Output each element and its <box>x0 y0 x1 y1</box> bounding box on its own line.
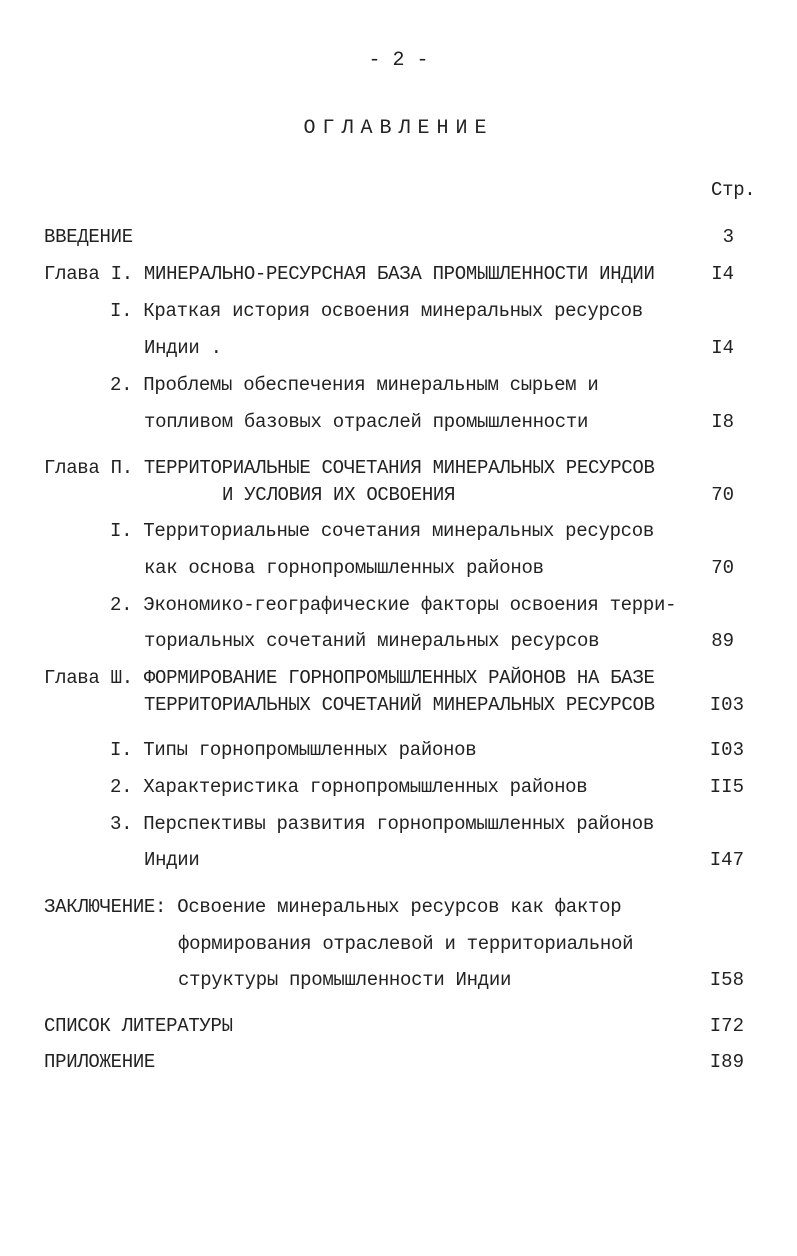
toc-page-bibliography: I72 <box>709 1015 744 1037</box>
toc-page-section-2-2: 89 <box>711 630 734 652</box>
toc-entry-chapter-2-cont: И УСЛОВИЯ ИХ ОСВОЕНИЯ <box>222 484 456 506</box>
toc-page-section-1-2: I8 <box>711 411 734 433</box>
toc-page-section-3-1: I03 <box>709 739 744 761</box>
toc-entry-conclusion-cont-2: структуры промышленности Индии <box>178 969 512 991</box>
page-number: - 2 - <box>368 49 429 72</box>
toc-entry-chapter-3-cont: ТЕРРИТОРИАЛЬНЫХ СОЧЕТАНИЙ МИНЕРАЛЬНЫХ РЕСУРСОВ <box>144 694 655 716</box>
toc-entry-introduction: ВВЕДЕНИЕ <box>44 226 133 248</box>
toc-page-chapter-3: I03 <box>709 694 744 716</box>
toc-entry-section-1-1-cont: Индии . <box>144 337 222 359</box>
toc-page-section-2-1: 70 <box>711 557 734 579</box>
toc-entry-section-2-2: 2. Экономико-географические факторы освоения терри- <box>110 594 677 616</box>
toc-entry-appendix: ПРИЛОЖЕНИЕ <box>44 1051 156 1073</box>
toc-entry-section-1-2-cont: топливом базовых отраслей промышленности <box>144 411 589 433</box>
toc-page-appendix: I89 <box>709 1051 744 1073</box>
toc-entry-section-2-1-cont: как основа горнопромышленных районов <box>144 557 544 579</box>
toc-entry-section-2-1: I. Территориальные сочетания минеральных ресурсов <box>110 520 654 542</box>
toc-entry-section-2-2-cont: ториальных сочетаний минеральных ресурсов <box>144 630 600 652</box>
toc-entry-section-1-1: I. Краткая история освоения минеральных ресурсов <box>110 300 643 322</box>
toc-entry-section-3-1: I. Типы горнопромышленных районов <box>110 739 477 761</box>
toc-entry-bibliography: СПИСОК ЛИТЕРАТУРЫ <box>44 1015 233 1037</box>
toc-page-section-3-3: I47 <box>709 849 744 871</box>
toc-page-chapter-1: I4 <box>711 263 734 285</box>
toc-entry-section-3-2: 2. Характеристика горнопромышленных районов <box>110 776 588 798</box>
toc-entry-conclusion: ЗАКЛЮЧЕНИЕ: Освоение минеральных ресурсов как фактор <box>44 896 622 918</box>
toc-entry-section-3-3: 3. Перспективы развития горнопромышленных районов <box>110 813 654 835</box>
toc-title: ОГЛАВЛЕНИЕ <box>303 117 494 140</box>
page-column-header: Стр. <box>711 179 756 201</box>
toc-page-section-3-2: II5 <box>709 776 744 798</box>
toc-page-introduction: 3 <box>722 226 734 248</box>
toc-entry-section-3-3-cont: Индии <box>144 849 200 871</box>
toc-entry-chapter-1: Глава I. МИНЕРАЛЬНО-РЕСУРСНАЯ БАЗА ПРОМЫШЛЕННОСТИ ИНДИИ <box>44 263 655 285</box>
toc-entry-section-1-2: 2. Проблемы обеспечения минеральным сырьем и <box>110 374 599 396</box>
toc-entry-chapter-3: Глава Ш. ФОРМИРОВАНИЕ ГОРНОПРОМЫШЛЕННЫХ РАЙОНОВ НА БАЗЕ <box>44 667 655 689</box>
toc-page-section-1-1: I4 <box>711 337 734 359</box>
toc-page-conclusion: I58 <box>709 969 744 991</box>
toc-entry-chapter-2: Глава П. ТЕРРИТОРИАЛЬНЫЕ СОЧЕТАНИЯ МИНЕРАЛЬНЫХ РЕСУРСОВ <box>44 457 655 479</box>
toc-entry-conclusion-cont-1: формирования отраслевой и территориальной <box>178 933 634 955</box>
toc-page-chapter-2: 70 <box>711 484 734 506</box>
